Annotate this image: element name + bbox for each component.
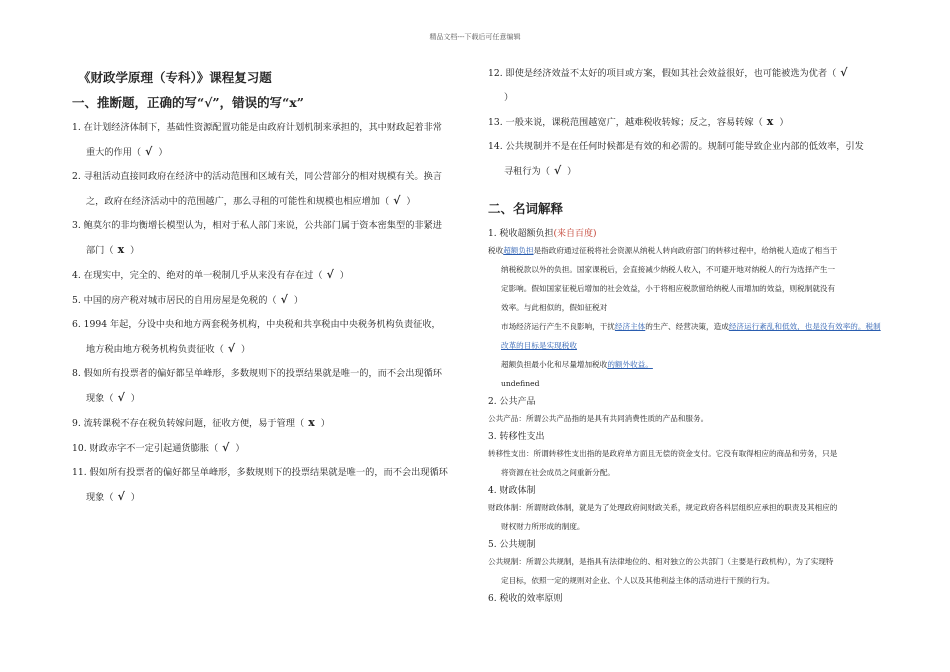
answer-paren: ） — [235, 443, 245, 454]
document-title: 《财政学原理（专科）》课程复习题 — [78, 70, 272, 85]
question-text: 4. 在现实中，完全的、绝对的单一税制几乎从来没有存在过（ √ ） — [72, 268, 349, 281]
question-text: 11. 假如所有投票者的偏好都呈单峰形，多数规则下的投票结果就是唯一的，而不会出现循环 — [72, 467, 448, 478]
question-text: 14. 公共规制并不是在任何时候都是有效的和必需的。规制可能导致企业内部的低效率，引发 — [488, 141, 864, 152]
term-link: 经济主体 — [614, 322, 646, 331]
term-body-line: 市场经济运行产生不良影响，干扰经济主体的生产、经营决策，造成经济运行紊乱和低效，也是没有效率的。税制改革的目标是实现税收 — [501, 322, 881, 350]
term-heading: 3. 转移性支出 — [488, 432, 545, 442]
spacer — [72, 160, 468, 170]
answer-mark: x — [766, 115, 774, 128]
question-item — [72, 293, 468, 308]
question-text: 9. 流转课税不存在税负转嫁问题，征收方便，易于管理（ x ） — [72, 416, 330, 429]
term-definition-line: 将资源在社会成员之间重新分配。 — [501, 468, 615, 477]
term-definition-line: 财权财力所形成的制度。 — [501, 522, 585, 531]
answer-mark: √ — [117, 490, 125, 503]
judgment-question-list-continued — [488, 66, 888, 189]
term-body-line: undefined — [501, 379, 540, 388]
term-definition-line: 公共产品：所谓公共产品指的是具有共同消费性质的产品和服务。 — [488, 414, 709, 423]
question-item — [72, 170, 468, 209]
answer-mark: √ — [222, 441, 230, 454]
term-definition — [488, 552, 888, 590]
page-header: 精品文档---下载后可任意编辑 — [429, 33, 521, 41]
judgment-question-list — [72, 121, 468, 515]
term-body-line: 纳税税款以外的负担。国家课税后，会直接减少纳税人收入，不可避开地对纳税人的行为选择产生一 — [501, 265, 836, 274]
question-item — [72, 121, 468, 160]
answer-paren: ） — [130, 492, 140, 503]
term-definition-line: 财政体制：所谓财政体制，就是为了处理政府间财政关系，规定政府各科层组织应承担的职责及其相应的 — [488, 503, 838, 512]
answer-paren: ） — [130, 245, 140, 256]
spacer — [488, 130, 888, 140]
spacer — [72, 308, 468, 318]
answer-mark: x — [308, 416, 315, 429]
question-text-continued: 现象（ √ ） — [86, 391, 140, 404]
answer-mark: √ — [227, 342, 236, 355]
question-text-continued: ） — [504, 92, 514, 103]
term-link: 经济运行紊乱和低效，也是没有效率的。税制改革的目标是实现税收 — [501, 322, 881, 350]
answer-mark: √ — [840, 66, 848, 79]
spacer — [72, 431, 468, 441]
spacer — [488, 105, 888, 115]
question-text: 1. 在计划经济体制下，基础性资源配置功能是由政府计划机制来承担的，其中财政起着非常 — [72, 122, 442, 133]
answer-paren: ） — [130, 393, 140, 404]
spacer — [72, 505, 468, 515]
question-item — [488, 66, 888, 105]
question-text-continued: 寻租行为（ √ ） — [504, 164, 577, 177]
spacer — [72, 209, 468, 219]
question-item — [72, 318, 468, 357]
question-text: 2. 寻租活动直接同政府在经济中的活动范围和区域有关，同公营部分的相对规模有关。换言 — [72, 171, 442, 182]
question-text: 8. 假如所有投票者的偏好都呈单峰形，多数规则下的投票结果就是唯一的，而不会出现循环 — [72, 368, 442, 379]
term-definition-line: 转移性支出：所谓转移性支出指的是政府单方面且无偿的资金支付。它没有取得相应的商品和劳务，只是 — [488, 449, 838, 458]
term-body — [488, 241, 888, 393]
term-heading: 2. 公共产品 — [488, 397, 536, 407]
question-text: 5. 中国的房产税对城市居民的自用房屋是免税的（ √ ） — [72, 293, 304, 306]
question-item — [72, 466, 468, 505]
answer-paren: ） — [567, 166, 577, 177]
term-body-line: 效率。与此相似的，假如征税对 — [501, 303, 608, 312]
answer-paren: ） — [779, 117, 789, 128]
answer-paren: ） — [241, 344, 251, 355]
question-text-continued: 地方税由地方税务机构负责征收（ √ ） — [86, 342, 251, 355]
answer-mark: √ — [145, 145, 153, 158]
spacer — [72, 258, 468, 268]
term-link: 的额外收益。 — [607, 360, 653, 369]
question-text-continued: 部门（ x ） — [86, 243, 140, 256]
section-heading-terms: 二、名词解释 — [488, 201, 564, 216]
spacer — [72, 406, 468, 416]
term-definition — [488, 444, 888, 482]
spacer — [72, 357, 468, 367]
left-column — [72, 66, 468, 515]
answer-paren: ） — [339, 270, 349, 281]
term-body-line: 定影响。假如国家征税后增加的社会效益，小于将相应税款留给纳税人而增加的效益，则税制就没有 — [501, 284, 836, 293]
right-column — [488, 66, 888, 606]
question-item — [72, 268, 468, 283]
source-note: (来自百度) — [553, 229, 597, 239]
answer-mark: √ — [280, 293, 288, 306]
answer-mark: x — [117, 243, 125, 256]
section-heading-judgment: 一、推断题，正确的写“√”，错误的写“x” — [72, 95, 304, 110]
question-item — [72, 367, 468, 406]
term-definition-line: 公共规制：所谓公共规制，是指具有法律地位的、相对独立的公共部门（主要是行政机构），为了实现特 — [488, 557, 834, 566]
answer-mark: √ — [553, 164, 562, 177]
term-definition — [488, 409, 888, 428]
spacer — [488, 179, 888, 189]
question-text: 6. 1994 年起，分设中央和地方两套税务机构，中央税和共享税由中央税务机构负责征收， — [72, 319, 441, 330]
question-text: 13. 一般来说，课税范围越宽广，越难税收转嫁；反之，容易转嫁（ x ） — [488, 115, 789, 128]
term-heading: 5. 公共规制 — [488, 540, 536, 550]
question-item — [488, 115, 888, 130]
term-heading: 1. 税收超额负担(来自百度) — [488, 229, 597, 239]
answer-paren: ） — [158, 147, 168, 158]
question-text: 3. 鲍莫尔的非均衡增长模型认为，相对于私人部门来说，公共部门属于资本密集型的非紧进 — [72, 220, 442, 231]
question-item — [72, 219, 468, 258]
answer-paren: ） — [406, 196, 416, 207]
question-text: 12. 即使是经济效益不太好的项目或方案，假如其社会效益很好，也可能被选为优者（ √ — [488, 66, 888, 81]
spacer — [72, 456, 468, 466]
question-item — [72, 416, 468, 431]
spacer — [72, 283, 468, 293]
question-text-continued: 重大的作用（ √ ） — [86, 145, 168, 158]
answer-paren: ） — [293, 295, 304, 306]
term-body-line: 超额负担最小化和尽量增加税收的额外收益。 — [501, 360, 653, 369]
term-heading: 4. 财政体制 — [488, 486, 536, 496]
answer-mark: √ — [326, 268, 334, 281]
question-text-continued: 现象（ √ ） — [86, 490, 140, 503]
term-link: 超额负担 — [503, 246, 534, 255]
question-text-continued: 之，政府在经济活动中的范围越广，那么寻租的可能性和规模也相应增加（ √ ） — [86, 194, 416, 207]
term-definition — [488, 498, 888, 536]
question-text: 10. 财政赤字不一定引起通货膨胀（ √ ） — [72, 441, 245, 454]
answer-mark: √ — [117, 391, 125, 404]
term-heading: 6. 税收的效率原则 — [488, 594, 563, 604]
term-body-line: 税收超额负担是指政府通过征税将社会资源从纳税人转向政府部门的转移过程中，给纳税人造成了相当于 — [488, 246, 838, 255]
question-item — [72, 441, 468, 456]
answer-paren: ） — [320, 418, 330, 429]
term-definition-line: 定目标，依照一定的规则对企业、个人以及其他利益主体的活动进行干预的行为。 — [501, 576, 775, 585]
term-definition-list — [488, 227, 888, 606]
question-item — [488, 140, 888, 179]
answer-mark: √ — [393, 194, 401, 207]
